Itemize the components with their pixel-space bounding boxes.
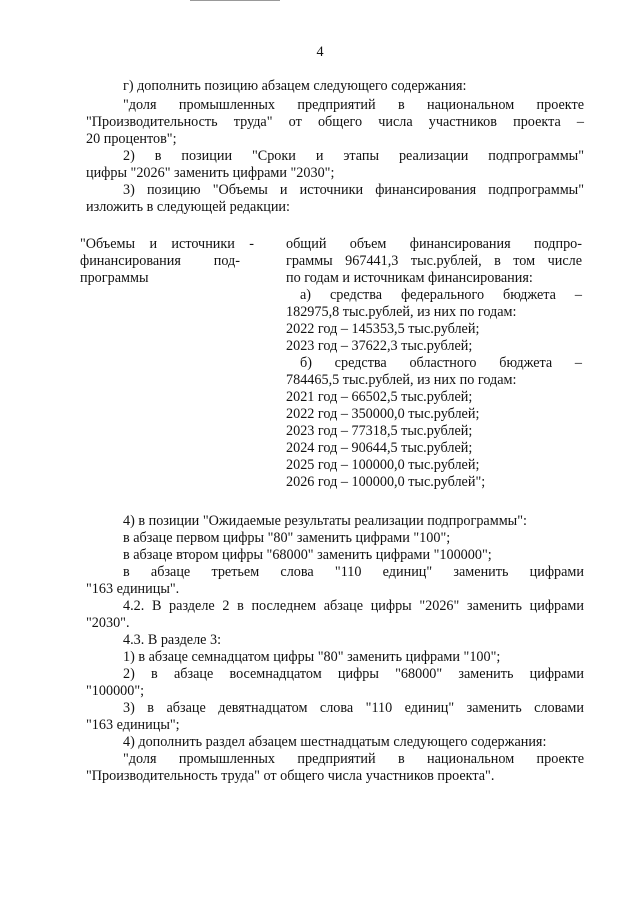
table-right-cell-line: 2025 год – 100000,0 тыс.рублей; (286, 457, 480, 473)
paragraph-line: г) дополнить позицию абзацем следующего содержания: (123, 78, 467, 94)
table-right-cell-line: 2021 год – 66502,5 тыс.рублей; (286, 389, 473, 405)
paragraph-line: 4) в позиции "Ожидаемые результаты реализации подпрограммы": (123, 513, 527, 529)
paragraph-line: изложить в следующей редакции: (86, 199, 290, 215)
table-right-cell-line: по годам и источникам финансирования: (286, 270, 533, 286)
paragraph-line: 20 процентов"; (86, 131, 177, 147)
table-right-cell-line: общий объем финансирования подпро- (286, 236, 582, 252)
paragraph-line: 2) в абзаце восемнадцатом цифры "68000" заменить цифрами (123, 666, 584, 682)
paragraph-line: 4.2. В разделе 2 в последнем абзаце цифры "2026" заменить цифрами (123, 598, 584, 614)
paragraph-line: 4) дополнить раздел абзацем шестнадцатым следующего содержания: (123, 734, 547, 750)
table-right-cell-line: а) средства федерального бюджета – (300, 287, 582, 303)
paragraph-line: "Производительность труда" от общего числа участников проекта – (86, 114, 584, 130)
table-right-cell-line: 2023 год – 77318,5 тыс.рублей; (286, 423, 473, 439)
paragraph-line: "доля промышленных предприятий в национальном проекте (123, 751, 584, 767)
table-right-cell-line: 2024 год – 90644,5 тыс.рублей; (286, 440, 473, 456)
paragraph-line: 3) в абзаце девятнадцатом слова "110 единиц" заменить словами (123, 700, 584, 716)
paragraph-line: в абзаце втором цифры "68000" заменить цифрами "100000"; (123, 547, 492, 563)
page-number: 4 (316, 44, 324, 60)
paragraph-line: "163 единицы". (86, 581, 180, 597)
paragraph-line: 2) в позиции "Сроки и этапы реализации подпрограммы" (123, 148, 584, 164)
paragraph-line: цифры "2026" заменить цифрами "2030"; (86, 165, 335, 181)
table-right-cell-line: 2023 год – 37622,3 тыс.рублей; (286, 338, 473, 354)
paragraph-line: в абзаце третьем слова "110 единиц" заменить цифрами (123, 564, 584, 580)
paragraph-line: "100000"; (86, 683, 145, 699)
paragraph-line: в абзаце первом цифры "80" заменить цифрами "100"; (123, 530, 451, 546)
paragraph-line: "доля промышленных предприятий в национальном проекте (123, 97, 584, 113)
table-left-cell-line: программы (80, 270, 149, 286)
paragraph-line: 4.3. В разделе 3: (123, 632, 222, 648)
table-right-cell-line: 2026 год – 100000,0 тыс.рублей"; (286, 474, 486, 490)
scan-artifact-line (190, 0, 280, 3)
paragraph-line: "2030". (86, 615, 130, 631)
table-right-cell-line: б) средства областного бюджета – (300, 355, 582, 371)
table-right-cell-line: 2022 год – 350000,0 тыс.рублей; (286, 406, 480, 422)
table-right-cell-line: 784465,5 тыс.рублей, из них по годам: (286, 372, 517, 388)
paragraph-line: "163 единицы"; (86, 717, 180, 733)
table-right-cell-line: 182975,8 тыс.рублей, из них по годам: (286, 304, 517, 320)
paragraph-line: "Производительность труда" от общего числа участников проекта". (86, 768, 495, 784)
table-right-cell-line: граммы 967441,3 тыс.рублей, в том числе (286, 253, 582, 269)
table-left-cell-line: "Объемы и источники - (80, 236, 254, 252)
paragraph-line: 3) позицию "Объемы и источники финансирования подпрограммы" (123, 182, 584, 198)
table-left-cell-line: финансирования под- (80, 253, 240, 269)
paragraph-line: 1) в абзаце семнадцатом цифры "80" заменить цифрами "100"; (123, 649, 501, 665)
table-right-cell-line: 2022 год – 145353,5 тыс.рублей; (286, 321, 480, 337)
